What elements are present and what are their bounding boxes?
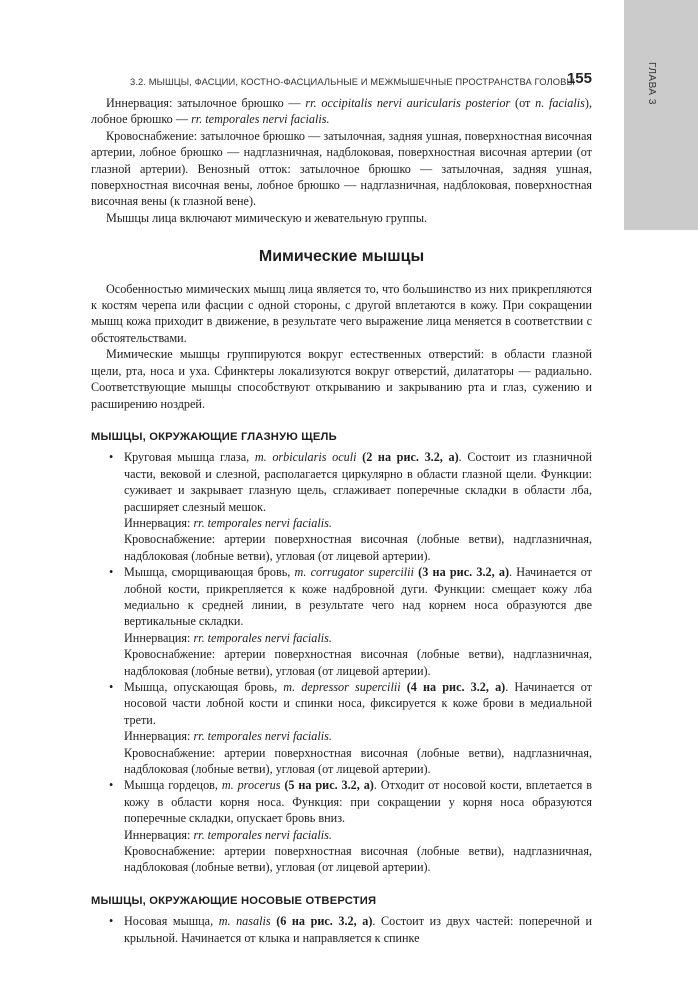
bullet-icon: • bbox=[109, 680, 114, 694]
chapter-tab-label: ГЛАВА 3 bbox=[646, 62, 657, 105]
subsection-heading-nose: МЫШЦЫ, ОКРУЖАЮЩИЕ НОСОВЫЕ ОТВЕРСТИЯ bbox=[91, 894, 377, 907]
bullet-icon: • bbox=[109, 450, 114, 465]
muscle-blood-supply: Кровоснабжение: артерии поверхностная височная (лобные ветви), надглазничная, надблоковая (лобные ветви), угловая (от лицевой артерии). bbox=[124, 745, 592, 777]
muscle-innervation: Иннервация: rr. temporales nervi facialis. bbox=[124, 729, 332, 744]
bullet-icon: • bbox=[109, 565, 114, 580]
eye-muscle-list bbox=[91, 449, 592, 876]
muscle-blood-supply: Кровоснабжение: артерии поверхностная височная (лобные ветви), надглазничная, надблоковая (лобные ветви), угловая (от лицевой артерии). bbox=[124, 844, 592, 875]
section-heading: Мимические мышцы bbox=[258, 248, 425, 266]
muscle-description: Носовая мышца, m. nasalis (6 на рис. 3.2, а). Состоит из двух частей: поперечной и крыльной. Начинается от клыка и направляется к спинке bbox=[124, 914, 593, 945]
muscle-description: Мышца, сморщивающая бровь, m. corrugator supercilii (3 на рис. 3.2, а). Начинается от лобной кости, прикрепляется к коже надбровной дуги. Функции: смещает кожу лба медиально к средней линии, в результате чего над корнем носа образуются две вертикальные складки. bbox=[124, 565, 592, 629]
chapter-side-tab bbox=[624, 0, 698, 230]
page-number: 155 bbox=[566, 70, 592, 87]
muscle-innervation: Иннервация: rr. temporales nervi facialis. bbox=[124, 630, 332, 645]
muscle-innervation: Иннервация: rr. temporales nervi facialis. bbox=[124, 515, 332, 530]
subsection-heading-eye: МЫШЦЫ, ОКРУЖАЮЩИЕ ГЛАЗНУЮ ЩЕЛЬ bbox=[91, 430, 337, 443]
muscle-description: Мышца гордецов, m. procerus (5 на рис. 3.2, а). Отходит от носовой кости, вплетается в кожу в области корня носа. Функция: при сокращении у корня носа образуются поперечные складки, опускает бровь вниз. bbox=[124, 778, 593, 826]
innervation-paragraph: Иннервация: затылочное брюшко — rr. occipitalis nervi auricularis posterior (от n. facialis), лобное брюшко — rr. temporales nervi facialis. bbox=[91, 96, 593, 127]
list-item bbox=[91, 449, 592, 564]
section-paragraph: Мимические мышцы группируются вокруг естественных отверстий: в области глазной щели, рта, носа и уха. Сфинктеры локализуются вокруг отверстий, дилататоры — радиально. Соответствующие мышцы способствуют открыванию и закрыванию рта и глаз, сужению и расширению ноздрей. bbox=[91, 347, 592, 411]
muscle-innervation: Иннервация: rr. temporales nervi facialis. bbox=[124, 827, 332, 842]
list-item bbox=[91, 679, 592, 777]
bullet-icon: • bbox=[109, 778, 114, 793]
list-item bbox=[91, 564, 592, 679]
muscle-blood-supply: Кровоснабжение: артерии поверхностная височная (лобные ветви), надглазничная, надблоковая (лобные ветви), угловая (от лицевой артерии). bbox=[124, 532, 592, 563]
face-muscle-groups-paragraph: Мышцы лица включают мимическую и жевательную группы. bbox=[106, 210, 428, 225]
running-title: 3.2. МЫШЦЫ, ФАСЦИИ, КОСТНО-ФАСЦИАЛЬНЫЕ И МЕЖМЫШЕЧНЫЕ ПРОСТРАНСТВА ГОЛОВЫ bbox=[130, 76, 575, 87]
nose-muscle-list bbox=[91, 913, 592, 946]
bullet-icon: • bbox=[109, 914, 114, 929]
list-item bbox=[91, 913, 592, 946]
muscle-blood-supply: Кровоснабжение: артерии поверхностная височная (лобные ветви), надглазничная, надблоковая (лобные ветви), угловая (от лицевой артерии). bbox=[124, 647, 592, 678]
list-item bbox=[91, 777, 592, 875]
muscle-description: Круговая мышца глаза, m. orbicularis oculi (2 на рис. 3.2, а). Состоит из глазничной части, вековой и слезной, располагается циркулярно в области глазной щели. Функции: суживает и закрывает глазную щель, сглаживает поперечные складки в области лба, расширяет слезный мешок. bbox=[124, 450, 592, 514]
running-header bbox=[130, 70, 592, 92]
muscle-description: Мышца, опускающая бровь, m. depressor supercilii (4 на рис. 3.2, а). Начинается от носовой части лобной кости и спинки носа, фиксируется к коже брови в медиальной трети. bbox=[124, 680, 593, 727]
page-body bbox=[91, 95, 592, 946]
blood-supply-paragraph: Кровоснабжение: затылочное брюшко — затылочная, задняя ушная, поверхностная височная артерии, лобное брюшко — надглазничная, надблоковая, поверхностная височная артерии (от глазной артерии). Венозный отток: затылочное брюшко — затылочная, задняя ушная, поверхностная височная вены, лобное брюшко — надглазничная, надблоковая, поверхностная височная вены (к глазной вене). bbox=[91, 128, 592, 209]
section-paragraph: Особенностью мимических мышц лица является то, что большинство из них прикрепляются к костям черепа или фасции с одной стороны, с другой вплетаются в кожу. При сокращении мышц кожа приходит в движение, в результате чего выражение лица меняется в соответствии с обстоятельствами. bbox=[91, 281, 592, 345]
